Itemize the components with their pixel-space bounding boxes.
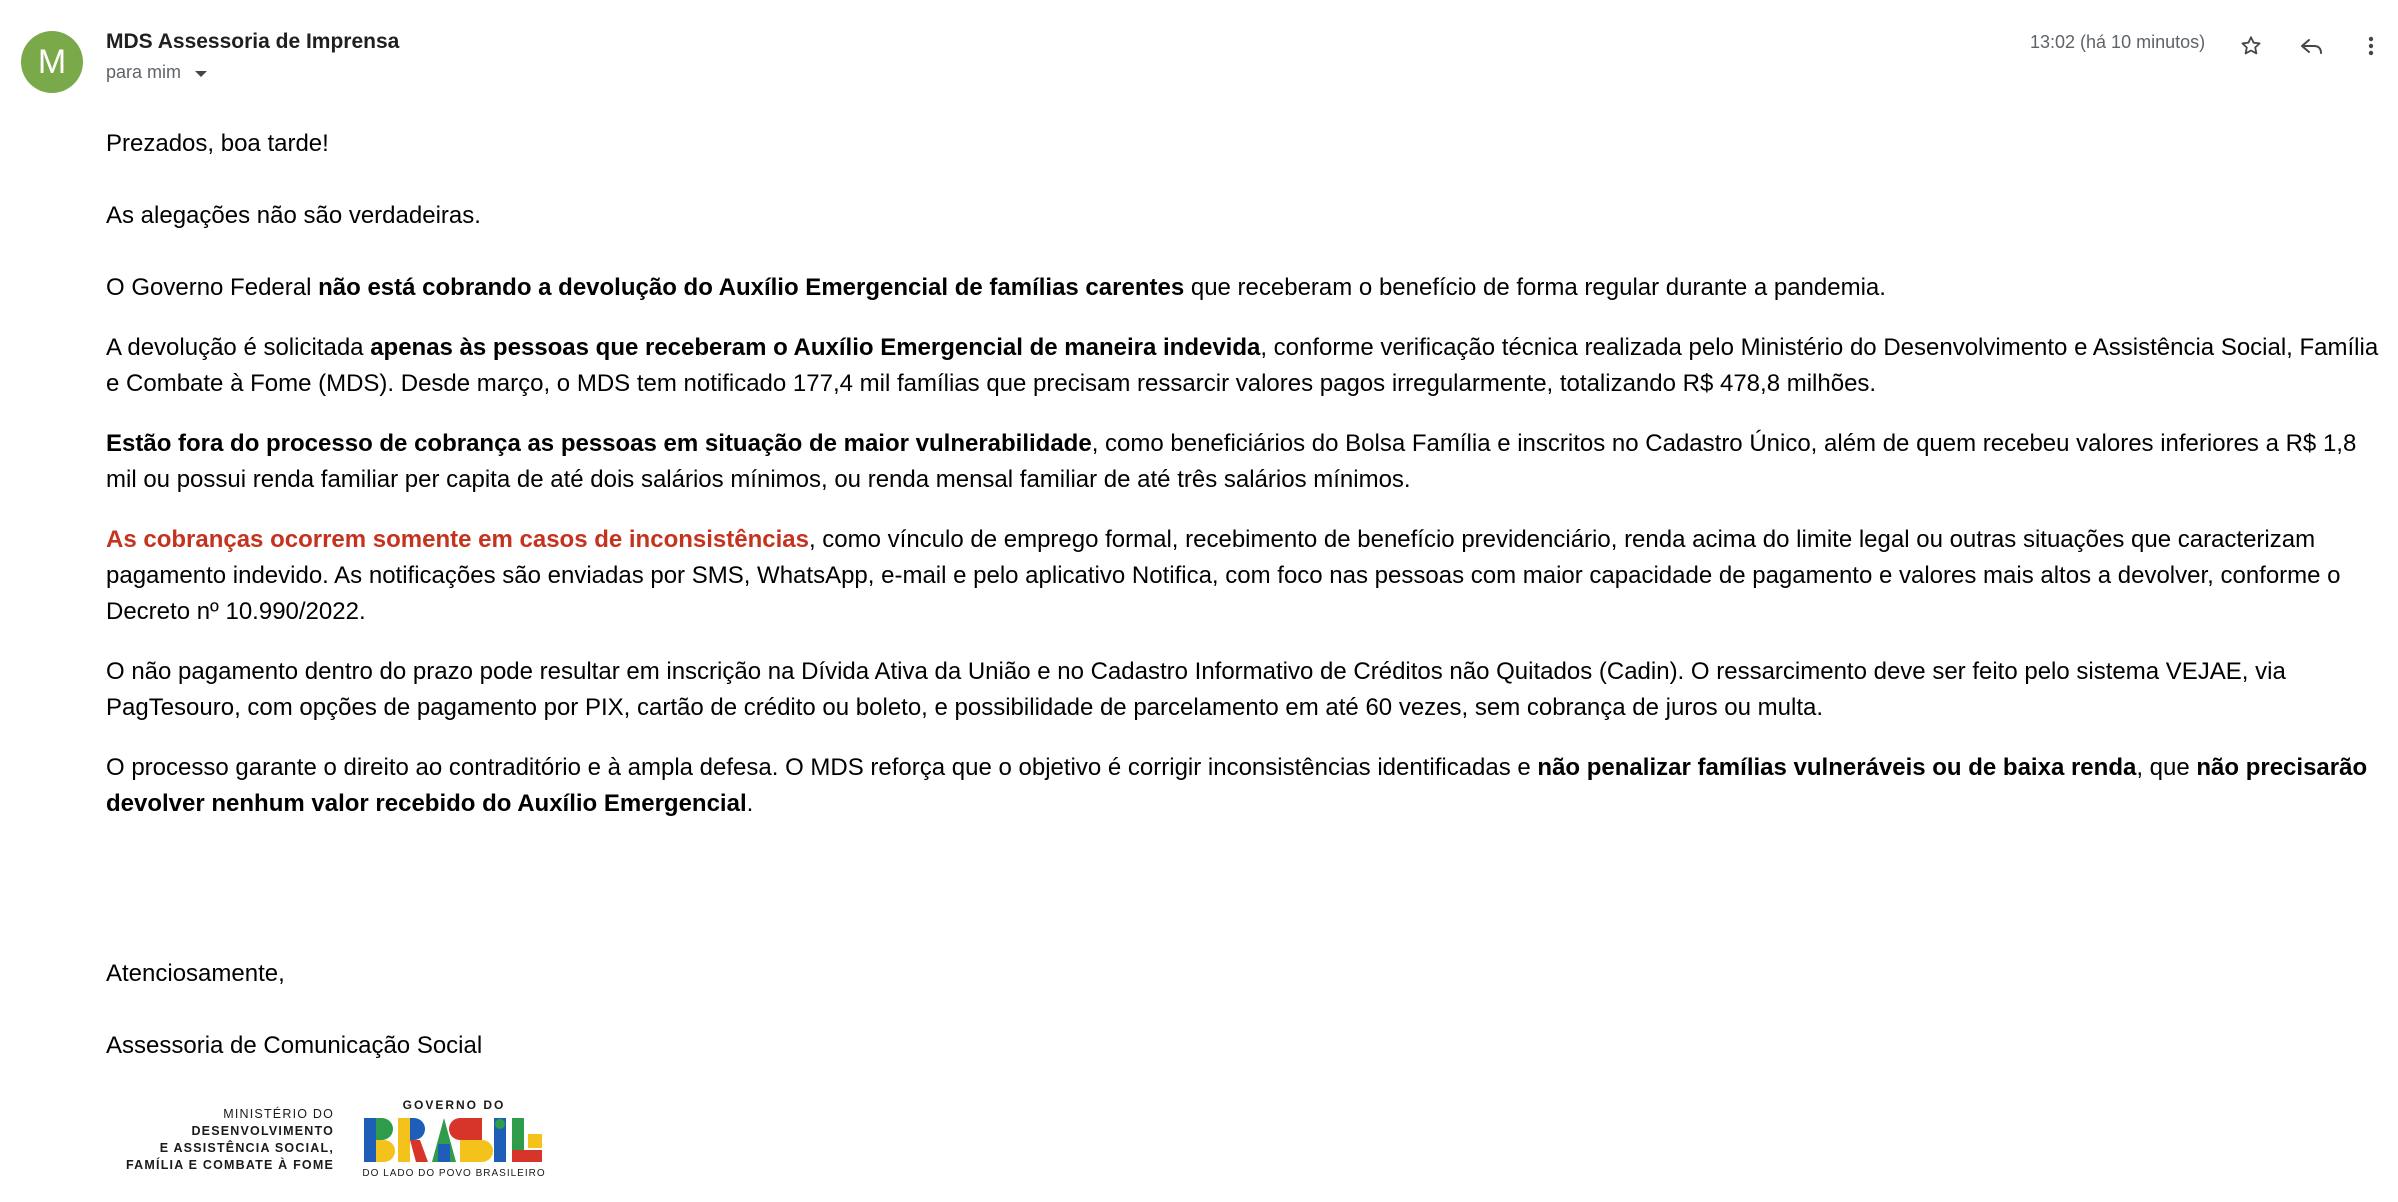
brasil-tagline: DO LADO DO POVO BRASILEIRO <box>362 1168 546 1179</box>
paragraph-3 <box>106 426 2381 498</box>
reply-icon <box>2299 34 2325 58</box>
paragraph-1 <box>106 270 2381 306</box>
avatar-letter: M <box>37 42 67 81</box>
p6-text-c: , que <box>2136 754 2197 781</box>
closing: Atenciosamente, <box>106 960 285 987</box>
star-icon <box>2239 34 2263 58</box>
p3-bold: Estão fora do processo de cobrança as pessoas em situação de maior vulnerabilidade <box>106 430 1092 457</box>
p6-bold-2: não precisarão devolver nenhum valor recebido do Auxílio Emergencial <box>106 754 2368 817</box>
paragraph-6 <box>106 750 2381 822</box>
recipient-details-toggle[interactable] <box>106 62 207 83</box>
paragraph-4 <box>106 522 2381 630</box>
sender-name[interactable]: MDS Assessoria de Imprensa <box>106 30 400 53</box>
claim-paragraph: As alegações não são verdadeiras. <box>106 202 481 229</box>
brasil-wordmark-graphic <box>362 1114 546 1166</box>
p1-text-a: O Governo Federal <box>106 274 319 301</box>
ministry-line-1: MINISTÉRIO DO <box>223 1107 334 1121</box>
p1-bold: não está cobrando a devolução do Auxílio Emergencial de famílias carentes <box>318 274 1185 301</box>
p2-text-a: A devolução é solicitada <box>106 334 371 361</box>
email-body <box>106 126 2381 822</box>
more-options-button[interactable] <box>2353 28 2389 64</box>
ministry-line-2: DESENVOLVIMENTO <box>191 1124 334 1138</box>
sender-avatar[interactable] <box>21 31 83 93</box>
p6-text-a: O processo garante o direito ao contraditório e à ampla defesa. O MDS reforça que o objetivo é corrigir inconsistências identificadas e <box>106 754 1538 781</box>
p6-bold-1: não penalizar famílias vulneráveis ou de baixa renda <box>1537 754 2137 781</box>
paragraph-2 <box>106 330 2381 402</box>
p1-text-c: que receberam o benefício de forma regular durante a pandemia. <box>1184 274 1886 301</box>
p2-bold: apenas às pessoas que receberam o Auxílio Emergencial de maneira indevida <box>370 334 1261 361</box>
ministry-line-4: FAMÍLIA E COMBATE À FOME <box>126 1158 334 1172</box>
star-button[interactable] <box>2233 28 2269 64</box>
reply-button[interactable] <box>2294 28 2330 64</box>
ministry-logo <box>106 1106 334 1174</box>
p2-text-c: , conforme verificação técnica realizada pelo Ministério do Desenvolvimento e Assistência Social, Família e Combate à Fome (MDS). Desde março, o MDS tem notificado 177,4 mil famílias que precisam ressarcir valores pagos irregularmente, totalizando R$ 478,8 milhões. <box>106 334 2379 397</box>
chevron-down-icon <box>195 71 207 77</box>
p6-text-e: . <box>746 790 754 817</box>
p4-text-c: , como vínculo de emprego formal, recebimento de benefício previdenciário, renda acima do limite legal ou outras situações que caracterizam pagamento indevido. As notificações são enviadas por SMS, WhatsApp, e-mail e pelo aplicativo Notifica, com foco nas pessoas com maior capacidade de pagamento e valores mais altos a devolver, conforme o Decreto nº 10.990/2022. <box>106 526 2341 625</box>
governo-brasil-logo <box>362 1098 546 1182</box>
email-timestamp: 13:02 (há 10 minutos) <box>2030 32 2206 52</box>
paragraph-5: O não pagamento dentro do prazo pode resultar em inscrição na Dívida Ativa da União e no Cadastro Informativo de Créditos não Quitados (Cadin). O ressarcimento deve ser feito pelo sistema VEJAE, via PagTesouro, com opções de pagamento por PIX, cartão de crédito ou boleto, e possibilidade de parcelamento em até 60 vezes, sem cobrança de juros ou multa. <box>106 658 2286 721</box>
gov-label: GOVERNO DO <box>402 1098 506 1112</box>
p4-highlight: As cobranças ocorrem somente em casos de inconsistências <box>106 526 809 553</box>
more-vertical-icon <box>2367 34 2375 58</box>
signature-department: Assessoria de Comunicação Social <box>106 1032 483 1059</box>
ministry-line-3: E ASSISTÊNCIA SOCIAL, <box>159 1141 334 1155</box>
recipient-label: para mim <box>106 62 182 82</box>
greeting: Prezados, boa tarde! <box>106 130 329 157</box>
p3-text-c: , como beneficiários do Bolsa Família e inscritos no Cadastro Único, além de quem recebeu valores inferiores a R$ 1,8 mil ou possui renda familiar per capita de até dois salários mínimos, ou renda mensal familiar de até três salários mínimos. <box>106 430 2357 493</box>
